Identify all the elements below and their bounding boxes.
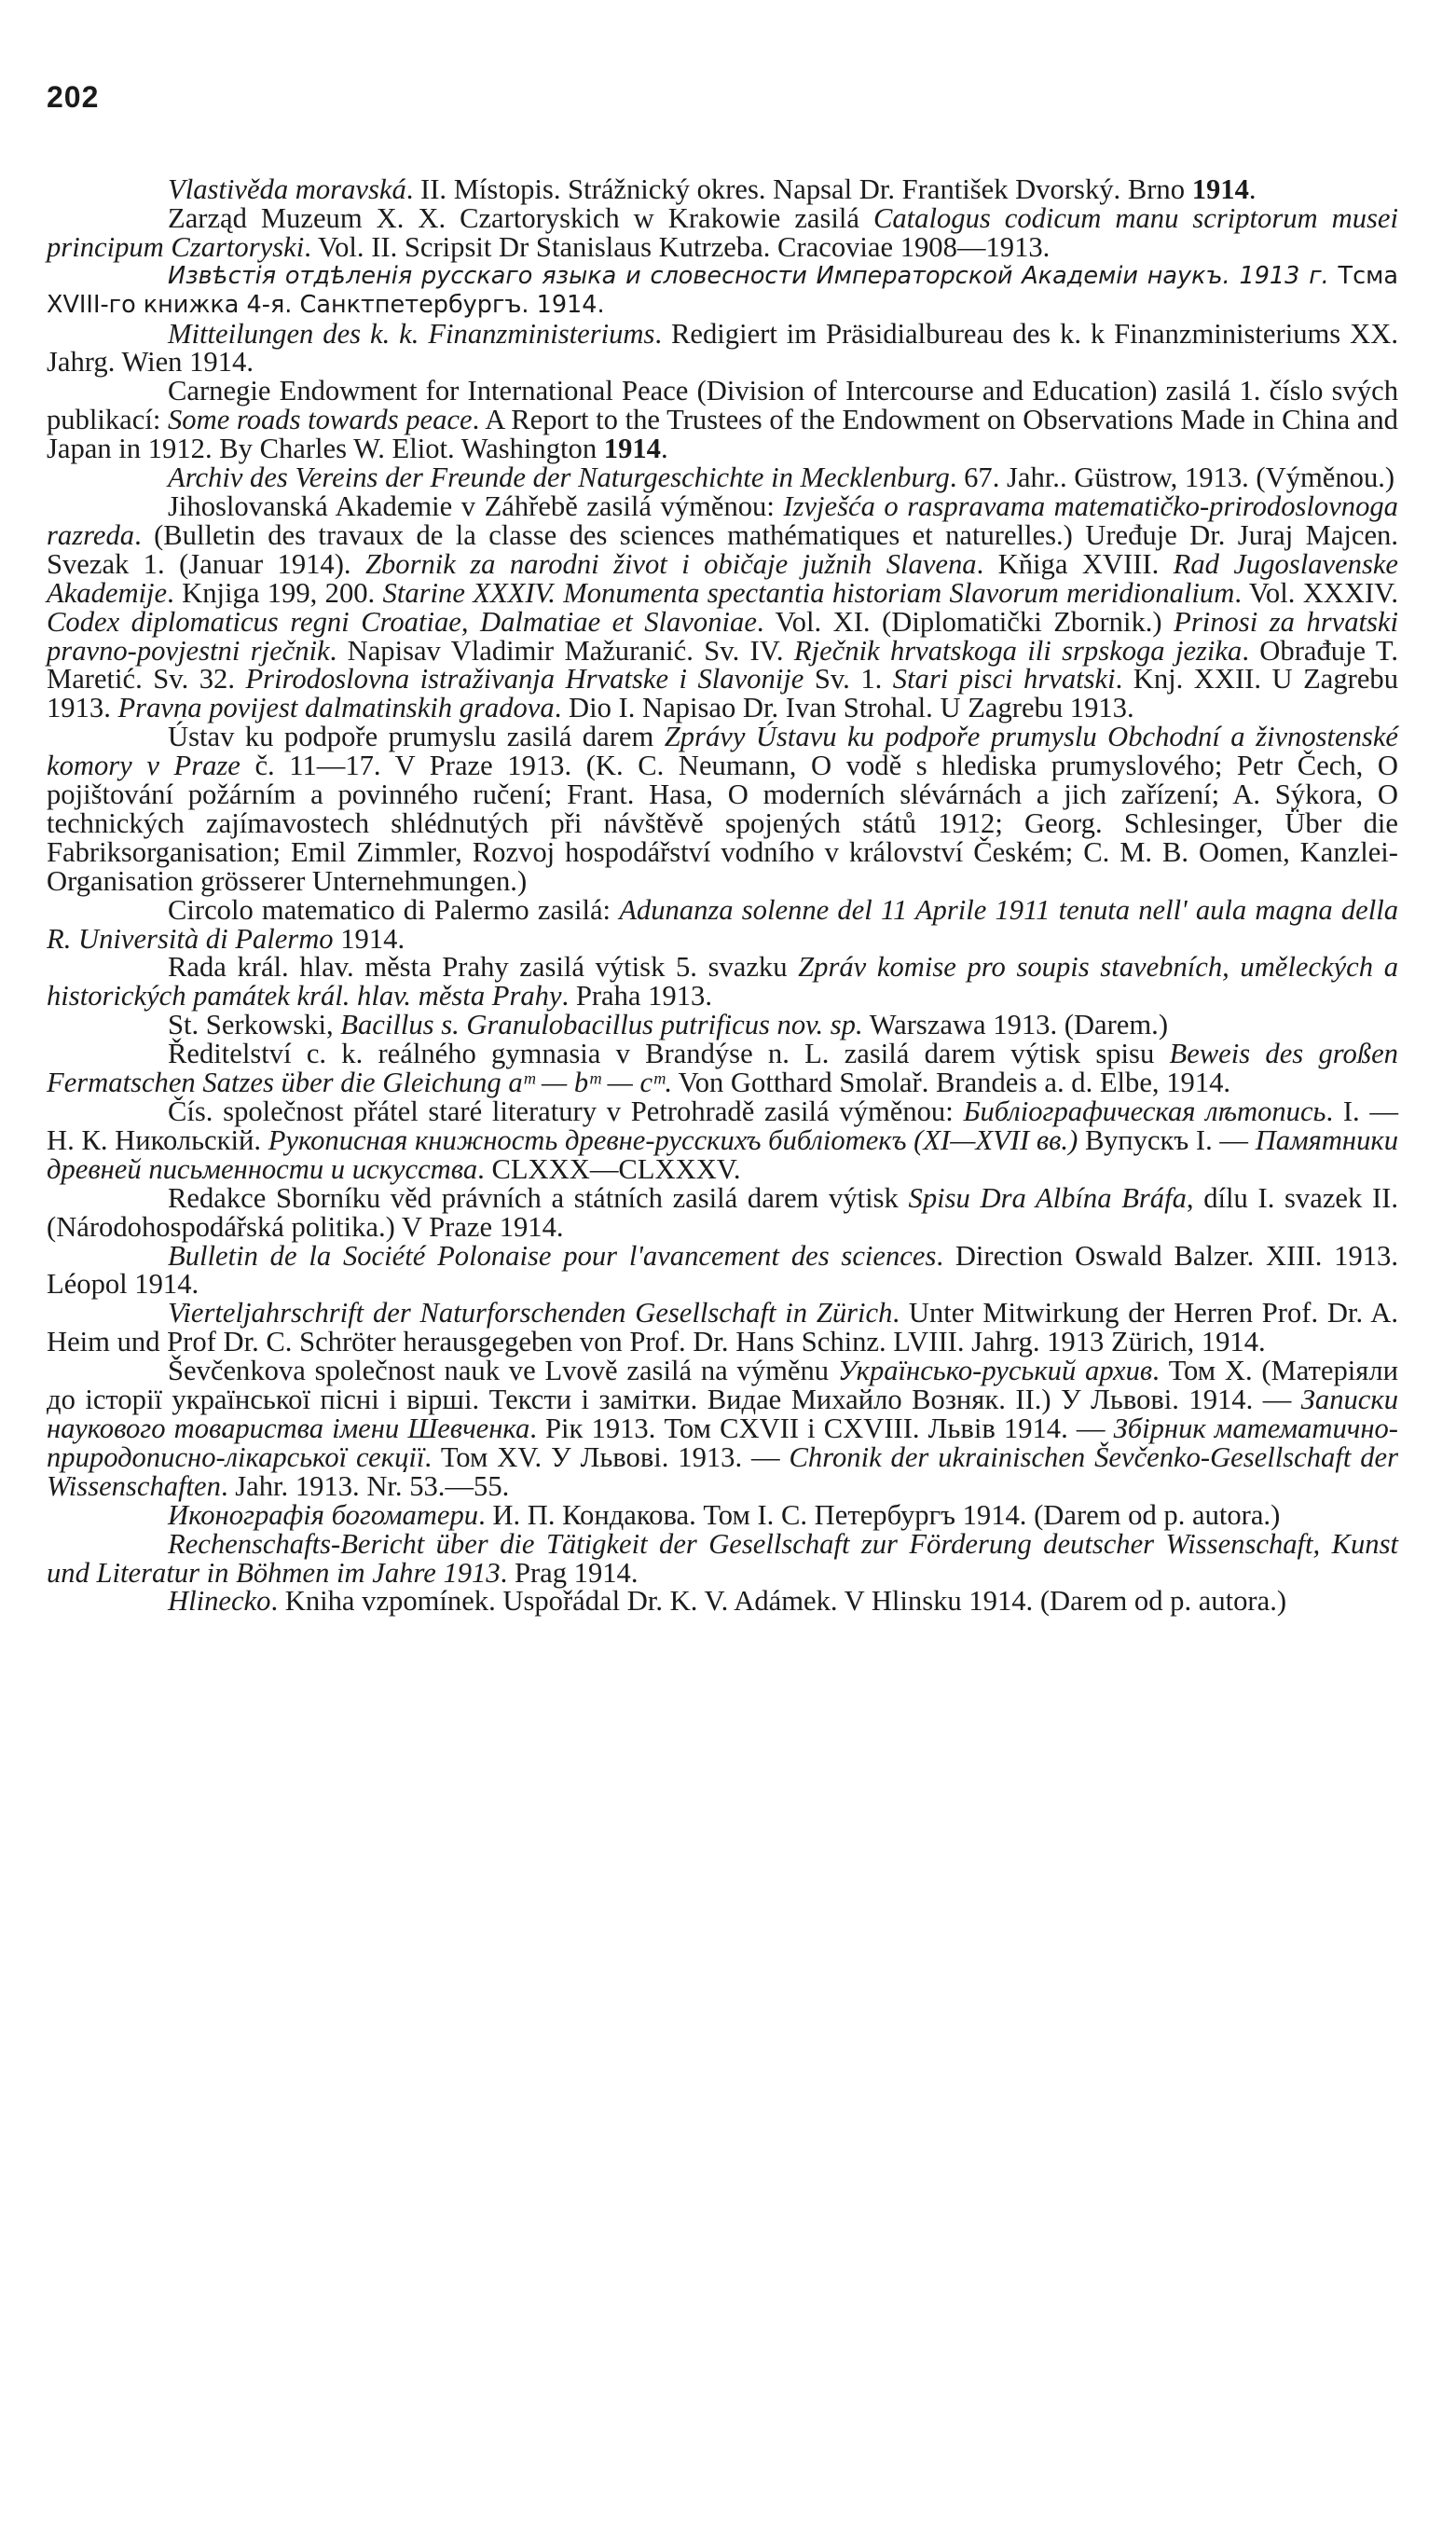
entry-text: Warszawa 1913. (Darem.) bbox=[862, 1009, 1169, 1041]
bibliography-entry bbox=[47, 893, 1399, 955]
bibliography-entry bbox=[47, 262, 1398, 320]
entry-title-text: Adunanza solenne del 11 Aprile 1911 tenuta nell' aula magna della R. Università di Palermo bbox=[47, 893, 1399, 955]
bibliography-entry bbox=[47, 1097, 1398, 1184]
entry-title-text: Zbornik za narodni život i običaje južnih Slavena bbox=[364, 547, 977, 580]
entry-text: Zarząd Muzeum X. X. Czartoryskich w Krakowie zasilá bbox=[168, 201, 873, 234]
entry-text: Sv. 1. bbox=[804, 663, 893, 696]
bibliography-entry bbox=[47, 1498, 1398, 1531]
entry-text: . 67. Jahr.. Güstrow, 1913. (Výměnou.) bbox=[949, 461, 1395, 494]
entry-text: . Рік 1913. Том CXVII і CXVIII. Львів 1914. — bbox=[529, 1412, 1114, 1444]
entry-title-text: Bulletin de la Société Polonaise pour l'avancement des sciences bbox=[168, 1239, 937, 1272]
entry-text: Ševčenkova společnost nauk ve Lvově zasilá na výměnu bbox=[168, 1355, 838, 1387]
entry-text: č. 11—17. V Praze 1913. (K. C. Neumann, O vodě s hlediska prumyslového; Petr Čech, O pojištování požárním a povinného ručení; Frant. Hasa, O moderních slévárnách a jich zařízení; A. Sýkora, O technických zajímavostech shlédnutých při návštěvě spojených států 1912; Georg. Schlesinger, Über die Fabriksorganisation; Emil Zimmler, Rozvoj hospodářství vodního v království Českém; C. M. B. Oomen, Kanzlei-Organisation grösserer Unternehmungen.) bbox=[47, 750, 1398, 897]
entry-title-text: Some roads towards peace bbox=[168, 404, 473, 436]
bibliography-entry bbox=[47, 1299, 1398, 1357]
entry-year-text: 1914 bbox=[603, 433, 661, 465]
entry-text: . Direction Oswald Balzer. XIII. 1913. Léopol 1914. bbox=[47, 1239, 1398, 1301]
entry-text: . Vol. XI. (Diplomatički Zbornik.) bbox=[756, 605, 1174, 638]
entry-text: Ústav ku podpoře prumyslu zasilá darem bbox=[168, 721, 665, 753]
entry-title-text: Библіографическая лѣтопись bbox=[963, 1095, 1326, 1127]
entry-title-text: Zprávy Ústavu ku podpoře prumyslu Obchodní a živnostenské komory v Praze bbox=[47, 721, 1398, 782]
entry-text: Вупускъ I. — bbox=[1078, 1123, 1256, 1156]
bibliography-entry bbox=[47, 175, 1398, 204]
entry-title-text: Starine XXXIV. Monumenta spectantia historiam Slavorum meridionalium bbox=[382, 576, 1235, 609]
entry-title-text: Збірник математично-природописно-лікарської секції bbox=[47, 1412, 1398, 1473]
bibliography-entry bbox=[47, 1181, 1398, 1243]
entry-text: . Prag 1914. bbox=[500, 1556, 639, 1589]
entry-text: Circolo matematico di Palermo zasilá: bbox=[168, 893, 620, 926]
bibliography-entry bbox=[47, 1011, 1398, 1040]
entry-text: . II. Místopis. Strážnický okres. Napsal Dr. František Dvorský. Brno bbox=[405, 173, 1192, 205]
bibliography-entry bbox=[47, 723, 1398, 895]
entry-title-text: Rechenschafts-Bericht über die Tätigkeit der Gesellschaft zur Förderung deutscher Wissenschaft, Kunst und Literatur in Böhmen im Jahre 1913 bbox=[47, 1527, 1398, 1589]
entry-title-text: Codex diplomaticus regni Croatiae, Dalmatiae et Slavoniae bbox=[47, 605, 757, 638]
entry-text: . Kniha vzpomínek. Uspořádal Dr. K. V. Adámek. V Hlinsku 1914. (Darem od p. autora.) bbox=[270, 1585, 1287, 1618]
entry-title-text: Vierteljahrschrift der Naturforschenden Gesellschaft in Zürich bbox=[168, 1297, 893, 1329]
entry-title-text: Hlinecko bbox=[168, 1585, 271, 1618]
page-number: 202 bbox=[47, 80, 100, 114]
entry-title-text: Рукописная книжность древне-русскихъ библіотекъ (XI—XVII вв.) bbox=[268, 1123, 1078, 1156]
entry-title-text: Vlastivěda moravská bbox=[168, 173, 406, 205]
bibliography-entry bbox=[47, 201, 1398, 263]
entry-text: . Том X. (Матеріяли до історії української пісні і вірші. Тексти і замітки. Видае Михайло Возняк. II.) У Львові. 1914. — bbox=[47, 1355, 1399, 1416]
entry-text: . bbox=[1248, 173, 1257, 205]
entry-title-text: Mitteilungen des k. k. Finanzministeriums bbox=[168, 317, 655, 350]
bibliography-entry bbox=[47, 1527, 1398, 1589]
entry-title-text: Izvješća o raspravama matematičko-prirodoslovnoga razreda bbox=[47, 489, 1398, 551]
entry-text: . A Report to the Trustees of the Endowment on Observations Made in China and Japan in 1912. By Charles W. Eliot. Washington bbox=[47, 404, 1398, 465]
bibliography-entry bbox=[47, 1040, 1398, 1097]
entry-text: . Redigiert im Präsidialbureau des k. k Finanzministeriums XX. Jahrg. Wien 1914. bbox=[47, 317, 1398, 379]
entry-text: . Unter Mitwirkung der Herren Prof. Dr. A. Heim und Prof Dr. C. Schröter herausgegeben von Prof. Dr. Hans Schinz. LVIII. Jahrg. 1913 Zürich, 1914. bbox=[47, 1297, 1398, 1358]
entry-title-text: Spisu Dra Albína Bráfa bbox=[908, 1181, 1187, 1214]
entry-text: . И. П. Кондакова. Том I. С. Петербургъ 1914. (Darem od p. autora.) bbox=[478, 1498, 1281, 1531]
entry-title-text: Chronik der ukrainischen Ševčenko-Gesellschaft der Wissenschaften bbox=[47, 1440, 1398, 1502]
entry-year-text: 1914 bbox=[1191, 173, 1249, 205]
entry-text: . bbox=[660, 433, 668, 465]
entry-title-text: Stari pisci hrvatski bbox=[892, 663, 1116, 696]
bibliography-entry bbox=[47, 1587, 1398, 1616]
entry-text: Rada král. hlav. města Prahy zasilá výtisk 5. svazku bbox=[168, 951, 799, 984]
entry-title-text: Beweis des großen Fermatschen Satzes über die Gleichung aᵐ — bᵐ — cᵐ bbox=[47, 1038, 1398, 1099]
entry-text: Carnegie Endowment for International Peace (Division of Intercourse and Education) zasilá 1. číslo svých publikací: bbox=[47, 375, 1398, 436]
bibliography-entry bbox=[47, 489, 1399, 724]
entry-text: St. Serkowski, bbox=[168, 1009, 341, 1041]
entry-title-text: Извѣстія отдѣленія русскаго языка и словесности Императорской Академіи наукъ. 1913 г. bbox=[168, 261, 1329, 290]
bibliography-entry bbox=[47, 463, 1398, 492]
entry-title-text: Rječnik hrvatskoga ili srpskoga jezika bbox=[793, 634, 1243, 667]
entry-text: . Napisav Vladimir Mažuranić. Sv. IV. bbox=[329, 634, 794, 667]
entry-text: . Kňiga XVIII. bbox=[976, 547, 1174, 580]
entry-text: . Praha 1913. bbox=[561, 980, 712, 1013]
entry-text: Čís. společnost přátel staré literatury v Petrohradě zasilá výměnou: bbox=[168, 1095, 964, 1127]
entry-title-text: Памятники древней письменности и искусства bbox=[47, 1123, 1398, 1185]
entry-title-text: Bacillus s. Granulobacillus putrificus nov. sp. bbox=[340, 1009, 863, 1041]
entry-title-text: Catalogus codicum manu scriptorum musei principum Czartoryski bbox=[47, 201, 1398, 263]
entry-title-text: Иконографія богоматери bbox=[168, 1498, 479, 1531]
entry-title-text: Записки наукового товариства імени Шевченка bbox=[47, 1384, 1398, 1444]
entry-text: . Jahr. 1913. Nr. 53.—55. bbox=[220, 1469, 510, 1502]
entry-text: . Dio I. Napisao Dr. Ivan Strohal. U Zagrebu 1913. bbox=[554, 692, 1134, 724]
entry-title-text: Prinosi za hrvatski pravno-povjestni rječnik bbox=[47, 605, 1399, 667]
entry-text: 1914. bbox=[333, 922, 405, 955]
entry-text: . (Bulletin des travaux de la classe des sciences mathématiques et naturelles.) Uređuje Dr. Juraj Majcen. Svezak 1. (Januar 1914). bbox=[47, 518, 1398, 580]
entry-text: Тсма XVIII-го книжка 4-я. Санктпетербургъ. 1914. bbox=[47, 261, 1398, 319]
entry-title-text: Zpráv komise pro soupis stavebních, uměleckých a historických památek král. hlav. města Prahy bbox=[47, 951, 1398, 1013]
entry-title-text: Prirodoslovna istraživanja Hrvatske i Slavonije bbox=[245, 663, 804, 696]
entry-text: . Vol. II. Scripsit Dr Stanislaus Kutrzeba. Cracoviae 1908—1913. bbox=[304, 230, 1051, 263]
entry-text: . Von Gotthard Smolař. Brandeis a. d. Elbe, 1914. bbox=[664, 1067, 1231, 1099]
entry-title-text: Pravna povijest dalmatinskih gradova bbox=[117, 692, 555, 724]
entry-text: . Obrađuje T. Maretić. Sv. 32. bbox=[47, 634, 1398, 696]
entry-text: . Том XV. У Львові. 1913. — bbox=[424, 1440, 790, 1473]
page-body bbox=[47, 175, 1398, 1616]
entry-text: . Knj. XXII. U Zagrebu 1913. bbox=[47, 663, 1398, 724]
entry-title-text: Українсько-руський архив bbox=[837, 1355, 1153, 1387]
entry-text: Ředitelství c. k. reálného gymnasia v Brandýse n. L. zasilá darem výtisk spisu bbox=[168, 1038, 1170, 1070]
entry-text: Jihoslovanská Akademie v Záhřebě zasilá výměnou: bbox=[168, 489, 784, 522]
entry-text: . Knjiga 199, 200. bbox=[167, 576, 383, 609]
bibliography-entry bbox=[47, 317, 1398, 379]
bibliography-entry bbox=[47, 953, 1398, 1011]
entry-text: . Vol. XXXIV. bbox=[1234, 576, 1398, 609]
entry-title-text: Archiv des Vereins der Freunde der Naturgeschichte in Mecklenburg bbox=[168, 461, 950, 494]
bibliography-entry bbox=[47, 1239, 1398, 1301]
bibliography-entry bbox=[47, 1357, 1398, 1501]
bibliography-entry bbox=[47, 377, 1398, 463]
entry-title-text: Rad Jugoslavenske Akademije bbox=[47, 547, 1399, 609]
entry-text: . CLXXX—CLXXXV. bbox=[477, 1152, 741, 1185]
entry-text: Redakce Sborníku věd právních a státních zasilá darem výtisk bbox=[168, 1181, 909, 1214]
entry-text: , dílu I. svazek II. (Národohospodářská politika.) V Praze 1914. bbox=[47, 1181, 1398, 1243]
entry-text: . I. — Н. К. Никольскій. bbox=[47, 1095, 1398, 1156]
